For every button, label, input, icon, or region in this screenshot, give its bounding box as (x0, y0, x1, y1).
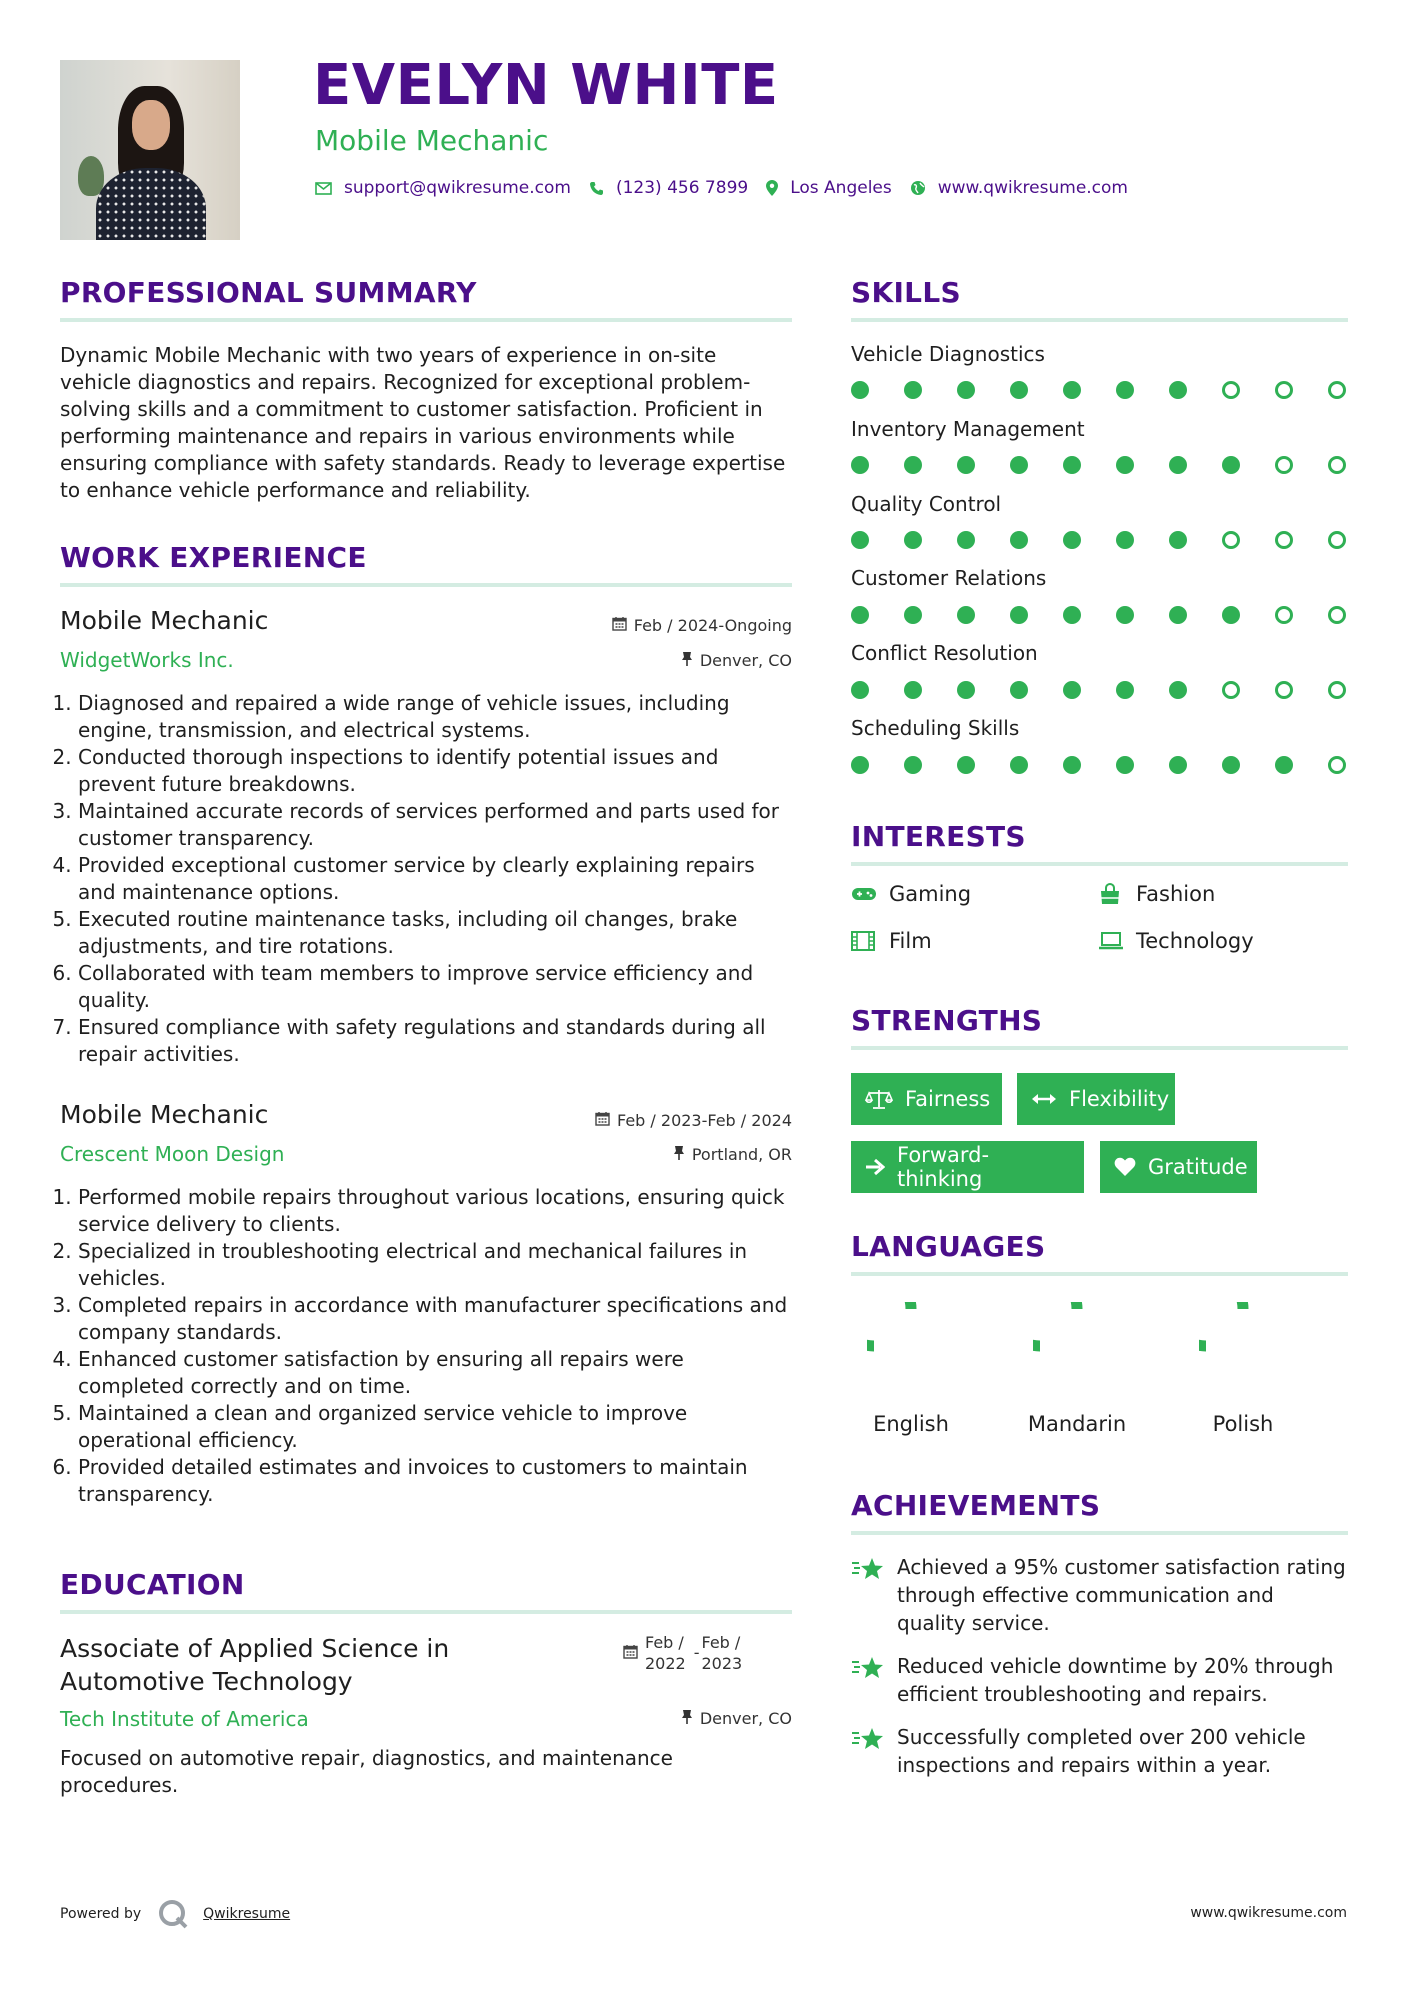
rating-dot-filled (851, 381, 869, 399)
film-icon (851, 931, 877, 951)
interests-rule (851, 862, 1348, 866)
rating-dot-filled (957, 531, 975, 549)
envelope-icon (315, 182, 332, 195)
interest-fashion: Fashion (1098, 882, 1215, 906)
rating-dot-empty (1275, 531, 1293, 549)
rating-dot-filled (1275, 756, 1293, 774)
languages-rule (851, 1272, 1348, 1276)
rating-dot-filled (1222, 756, 1240, 774)
achievements-heading: ACHIEVEMENTS (851, 1489, 1101, 1522)
rating-dot-filled (957, 456, 975, 474)
rating-dot-empty (1222, 681, 1240, 699)
rating-dot-filled (1169, 756, 1187, 774)
profile-photo (60, 60, 240, 240)
arrows-horizontal-icon (1031, 1092, 1057, 1106)
pushpin-icon (673, 1145, 685, 1164)
languages-heading: LANGUAGES (851, 1230, 1046, 1263)
rating-dot-empty (1328, 681, 1346, 699)
candidate-role: Mobile Mechanic (315, 124, 549, 157)
rating-dot-empty (1275, 456, 1293, 474)
rating-dot-filled (904, 381, 922, 399)
rating-dot-filled (1169, 606, 1187, 624)
language-level-arc (1033, 1302, 1077, 1346)
education-rule (60, 1610, 792, 1614)
strengths-heading: STRENGTHS (851, 1004, 1043, 1037)
skills-heading: SKILLS (851, 276, 961, 309)
contact-location: Los Angeles (766, 178, 892, 198)
rating-dot-filled (851, 756, 869, 774)
interest-gaming: Gaming (851, 882, 971, 906)
list-item: 3. Completed repairs in accordance with manufacturer specifications and company standards. (78, 1292, 792, 1346)
education-degree: Associate of Applied Science in Automotive Technology (60, 1634, 450, 1696)
star-award-icon (851, 1652, 887, 1708)
pushpin-icon (681, 1709, 693, 1728)
education-description: Focused on automotive repair, diagnostics, and maintenance procedures. (60, 1746, 673, 1797)
rating-dot-filled (1222, 456, 1240, 474)
contact-phone[interactable]: (123) 456 7899 (589, 178, 748, 198)
rating-dot-filled (851, 531, 869, 549)
calendar-icon (623, 1632, 638, 1674)
rating-dot-filled (957, 681, 975, 699)
education-dates: Feb / 2022 - Feb / 2023 (623, 1632, 742, 1674)
pushpin-icon (681, 651, 693, 670)
skill-rating (851, 681, 1346, 699)
job-company: Crescent Moon Design (60, 1142, 285, 1166)
rating-dot-filled (1063, 456, 1081, 474)
phone-icon (589, 181, 604, 196)
achievement-item: Reduced vehicle downtime by 20% through efficient troubleshooting and repairs. (851, 1652, 1348, 1708)
rating-dot-filled (851, 606, 869, 624)
language-level-arc (867, 1302, 911, 1346)
job-dates: Feb / 2023-Feb / 2024 (595, 1111, 792, 1130)
laptop-icon (1098, 932, 1124, 950)
rating-dot-filled (957, 756, 975, 774)
rating-dot-empty (1328, 531, 1346, 549)
interest-technology: Technology (1098, 929, 1254, 953)
map-pin-icon (766, 180, 778, 196)
strength-tag: Flexibility (1017, 1073, 1175, 1125)
rating-dot-filled (1116, 381, 1134, 399)
contact-website[interactable]: www.qwikresume.com (910, 178, 1128, 198)
shopping-bag-icon (1098, 883, 1124, 905)
rating-dot-filled (1169, 681, 1187, 699)
language-proficiency-ring (1199, 1302, 1287, 1390)
job-dates: Feb / 2024-Ongoing (612, 616, 792, 635)
experience-rule (60, 583, 792, 587)
job-title: Mobile Mechanic (60, 1100, 269, 1129)
list-item: 2. Specialized in troubleshooting electrical and mechanical failures in vehicles. (78, 1238, 792, 1292)
strength-tag: Gratitude (1100, 1141, 1257, 1193)
rating-dot-filled (1063, 381, 1081, 399)
contact-email[interactable]: support@qwikresume.com (315, 178, 571, 198)
job-bullets (60, 690, 792, 1068)
education-location: Denver, CO (681, 1709, 792, 1728)
footer-url[interactable]: www.qwikresume.com (1190, 1905, 1347, 1921)
education-heading: EDUCATION (60, 1568, 245, 1601)
rating-dot-filled (904, 531, 922, 549)
rating-dot-filled (1063, 681, 1081, 699)
rating-dot-filled (1063, 531, 1081, 549)
skill-rating (851, 456, 1346, 474)
interest-film: Film (851, 929, 932, 953)
list-item: 2. Conducted thorough inspections to identify potential issues and prevent future breakdowns. (78, 744, 792, 798)
summary-text: Dynamic Mobile Mechanic with two years of experience in on-site vehicle diagnostics and repairs. Recognized for exceptional problem-solving skills and a commitment to customer satisfaction. Proficient in performing maintenance and repairs in various environments while ensuring compliance with safety standards. Ready to leverage expertise to enhance vehicle performance and reliability. (60, 343, 786, 502)
rating-dot-filled (851, 681, 869, 699)
language-item: English (846, 1302, 976, 1436)
strength-tag: Fairness (851, 1073, 1002, 1125)
job-location: Portland, OR (673, 1145, 792, 1164)
rating-dot-filled (1010, 456, 1028, 474)
skill-name: Inventory Management (851, 417, 1085, 441)
star-award-icon (851, 1553, 887, 1637)
rating-dot-filled (1010, 681, 1028, 699)
star-award-icon (851, 1723, 887, 1779)
rating-dot-empty (1222, 381, 1240, 399)
rating-dot-filled (1063, 756, 1081, 774)
qwikresume-link[interactable]: Qwikresume (203, 1906, 291, 1922)
strength-tag: Forward-thinking (851, 1141, 1084, 1193)
rating-dot-filled (904, 606, 922, 624)
language-proficiency-ring (867, 1302, 955, 1390)
rating-dot-filled (1116, 456, 1134, 474)
skill-name: Customer Relations (851, 566, 1047, 590)
achievement-item: Successfully completed over 200 vehicle inspections and repairs within a year. (851, 1723, 1348, 1779)
skill-rating (851, 606, 1346, 624)
skill-name: Vehicle Diagnostics (851, 342, 1045, 366)
skill-rating (851, 531, 1346, 549)
rating-dot-filled (904, 681, 922, 699)
list-item: 4. Enhanced customer satisfaction by ensuring all repairs were completed correctly and on time. (78, 1346, 792, 1400)
rating-dot-filled (1010, 606, 1028, 624)
skill-rating (851, 381, 1346, 399)
job-title: Mobile Mechanic (60, 606, 269, 635)
rating-dot-empty (1328, 456, 1346, 474)
globe-icon (910, 180, 926, 196)
list-item: 7. Ensured compliance with safety regulations and standards during all repair activities. (78, 1014, 792, 1068)
calendar-icon (595, 1111, 610, 1130)
balance-scale-icon (865, 1088, 893, 1110)
job-company: WidgetWorks Inc. (60, 648, 234, 672)
rating-dot-filled (1010, 381, 1028, 399)
rating-dot-filled (1063, 606, 1081, 624)
summary-heading: PROFESSIONAL SUMMARY (60, 276, 477, 309)
rating-dot-empty (1222, 531, 1240, 549)
footer-powered-by: Powered by Qwikresume (60, 1898, 290, 1930)
achievements-rule (851, 1531, 1348, 1535)
rating-dot-filled (1010, 531, 1028, 549)
list-item: 3. Maintained accurate records of services performed and parts used for customer transparency. (78, 798, 792, 852)
rating-dot-filled (1169, 456, 1187, 474)
education-school: Tech Institute of America (60, 1707, 309, 1731)
rating-dot-filled (1010, 756, 1028, 774)
rating-dot-filled (851, 456, 869, 474)
skill-rating (851, 756, 1346, 774)
rating-dot-filled (1169, 531, 1187, 549)
qwikresume-logo-icon (157, 1898, 189, 1930)
candidate-name: EVELYN WHITE (313, 53, 779, 118)
heart-icon (1114, 1157, 1136, 1177)
list-item: 6. Provided detailed estimates and invoices to customers to maintain transparency. (78, 1454, 792, 1508)
job-bullets (60, 1184, 792, 1508)
rating-dot-filled (1116, 756, 1134, 774)
rating-dot-empty (1275, 681, 1293, 699)
language-item: Polish (1178, 1302, 1308, 1436)
job-location: Denver, CO (681, 651, 792, 670)
rating-dot-empty (1275, 381, 1293, 399)
list-item: 6. Collaborated with team members to improve service efficiency and quality. (78, 960, 792, 1014)
list-item: 1. Diagnosed and repaired a wide range of vehicle issues, including engine, transmission, and electrical systems. (78, 690, 792, 744)
interests-heading: INTERESTS (851, 820, 1026, 853)
rating-dot-empty (1328, 606, 1346, 624)
arrow-right-icon (865, 1158, 885, 1176)
skill-name: Conflict Resolution (851, 641, 1038, 665)
rating-dot-filled (1116, 531, 1134, 549)
experience-heading: WORK EXPERIENCE (60, 541, 367, 574)
gamepad-icon (851, 886, 877, 902)
summary-rule (60, 318, 792, 322)
list-item: 5. Executed routine maintenance tasks, including oil changes, brake adjustments, and tire rotations. (78, 906, 792, 960)
list-item: 4. Provided exceptional customer service by clearly explaining repairs and maintenance options. (78, 852, 792, 906)
skills-rule (851, 318, 1348, 322)
language-proficiency-ring (1033, 1302, 1121, 1390)
strengths-rule (851, 1046, 1348, 1050)
rating-dot-filled (1116, 681, 1134, 699)
list-item: 5. Maintained a clean and organized service vehicle to improve operational efficiency. (78, 1400, 792, 1454)
rating-dot-filled (1116, 606, 1134, 624)
rating-dot-filled (904, 456, 922, 474)
contact-bar (315, 178, 1146, 198)
language-level-arc (1199, 1302, 1243, 1346)
rating-dot-filled (957, 606, 975, 624)
list-item: 1. Performed mobile repairs throughout various locations, ensuring quick service delivery to clients. (78, 1184, 792, 1238)
rating-dot-empty (1275, 606, 1293, 624)
skill-name: Quality Control (851, 492, 1002, 516)
skill-name: Scheduling Skills (851, 716, 1020, 740)
language-item: Mandarin (1012, 1302, 1142, 1436)
rating-dot-empty (1328, 381, 1346, 399)
rating-dot-empty (1328, 756, 1346, 774)
rating-dot-filled (1169, 381, 1187, 399)
rating-dot-filled (1222, 606, 1240, 624)
achievement-item: Achieved a 95% customer satisfaction rating through effective communication and quality service. (851, 1553, 1348, 1637)
calendar-icon (612, 616, 627, 635)
rating-dot-filled (904, 756, 922, 774)
rating-dot-filled (957, 381, 975, 399)
